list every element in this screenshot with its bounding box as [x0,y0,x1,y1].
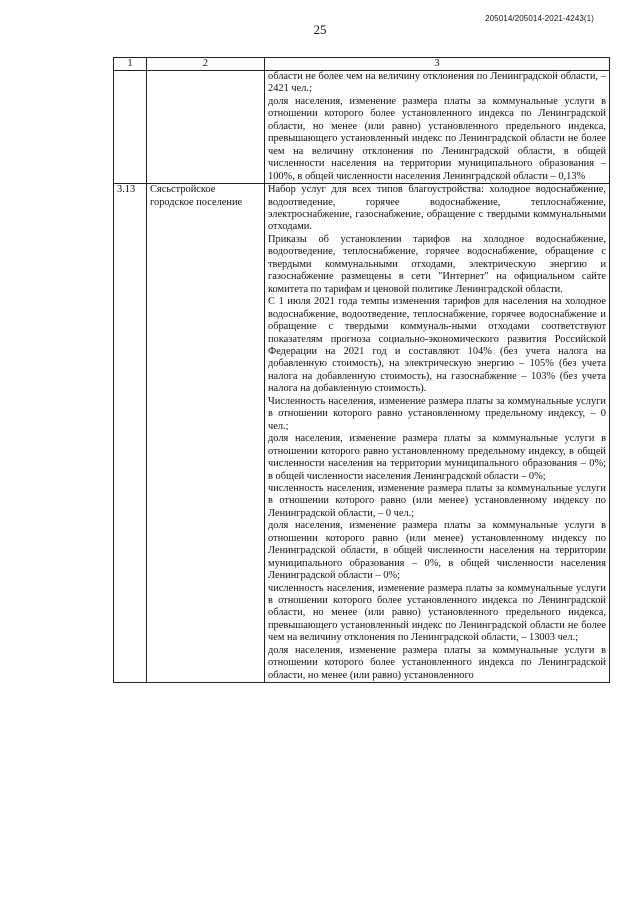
header-col-2: 2 [147,58,265,71]
paragraph: Набор услуг для всех типов благоустройства: холодное водоснабжение, водоотведение, горячее водоснабжение, теплоснабжение, электроснабжение, газоснабжение, обращение с твердыми коммунальными отходами. [268,184,606,233]
paragraph: доля населения, изменение размера платы за коммунальные услуги в отношении которого равно (или менее) установленному индексу по Ленинградской области, в общей численности населения на территории муниципального образования – 0%, в общей численности населения Ленинградской области – 0%; [268,520,606,582]
paragraph: Приказы об установлении тарифов на холодное водоснабжение, водоотведение, теплоснабжение, горячее водоснабжение, обращение с твердыми коммунальными отходами, электрическую энергию и газоснабжение размещены в сети "Интернет" на официальном сайте комитета по тарифам и ценовой политике Ленинградской области. [268,233,606,295]
row-number [114,71,147,184]
paragraph: доля населения, изменение размера платы за коммунальные услуги в отношении которого более установленного индекса по Ленинградской области, но менее (или равно) установленного [268,644,606,681]
row-number: 3.13 [114,184,147,683]
paragraph: области не более чем на величину отклонения по Ленинградской области, – 2421 чел.; [268,71,606,95]
paragraph: численность населения, изменение размера платы за коммунальные услуги в отношении которого равно (или менее) установленному индексу по Ленинградской области, – 0 чел.; [268,482,606,519]
paragraph: доля населения, изменение размера платы за коммунальные услуги в отношении которого равно установленному предельному индексу, в общей численности населения на территории муниципального образования – 0%; в общей численности населения Ленинградской области – 0%; [268,433,606,482]
paragraph: доля населения, изменение размера платы за коммунальные услуги в отношении которого более установленного индекса по Ленинградской области, но менее (или равно) установленного предельного индекса, превышающего установленный индекс по Ленинградской области не более чем на величину отклонения по Ленинградской области, в общей численности населения на территории муниципального образования – 100%, в общей численности населения Ленинградской области – 0,13% [268,95,606,182]
page-number: 25 [313,22,327,37]
municipality-name [147,71,265,184]
table-row-continued [114,71,610,184]
table-row-3-13 [114,184,610,683]
header-col-3: 3 [265,58,610,71]
paragraph: С 1 июля 2021 года темпы изменения тарифов для населения на холодное водоснабжение, водоотведение, теплоснабжение, горячее водоснабжение и обращение с твердыми коммуналь-ными отходами соответствуют показателям прогноза социально-экономического развития Российской Федерации на 2021 год и составляют 104% (без учета налога на добавленную стоимость), на электрическую энергию – 105% (без учета налога на добавленную стоимость), на газоснабжение – 103% (без учета налога на добавленную стоимость). [268,296,606,395]
paragraph: численность населения, изменение размера платы за коммунальные услуги в отношении которого более установленного индекса по Ленинградской области, но менее (или равно) установленного предельного индекса, превышающего установленный индекс по Ленинградской области не более чем на величину отклонения по Ленинградской области, – 13003 чел.; [268,582,606,644]
paragraph: Численность населения, изменение размера платы за коммунальные услуги в отношении которого равно установленному предельному индексу, – 0 чел.; [268,395,606,432]
table-header-row [114,58,610,71]
row-description [265,71,610,184]
tariff-table [113,57,610,683]
municipality-name: Сясьстройское городское поселение [147,184,265,683]
row-description [265,184,610,683]
document-code: 205014/205014-2021-4243(1) [485,14,594,23]
header-col-1: 1 [114,58,147,71]
